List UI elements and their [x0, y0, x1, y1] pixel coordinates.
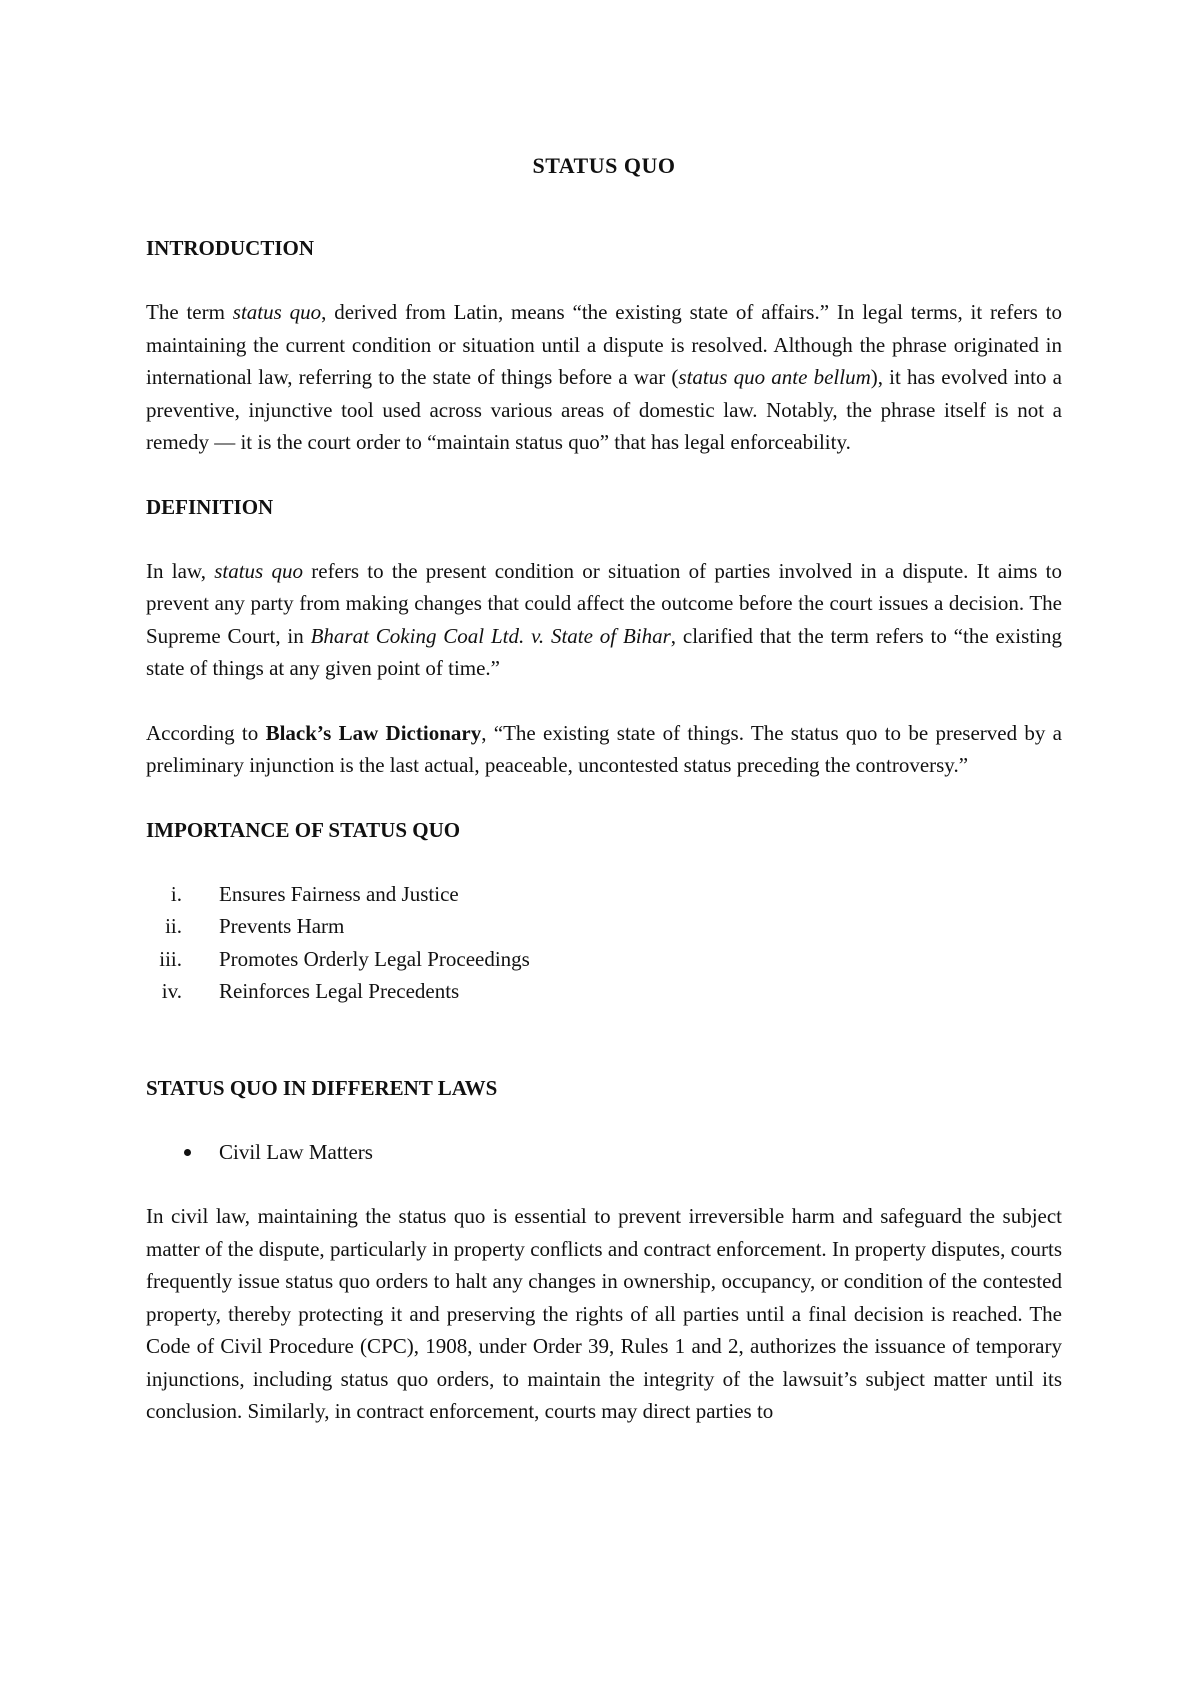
list-item: Civil Law Matters [146, 1136, 1062, 1169]
list-item: iii. Promotes Orderly Legal Proceedings [159, 946, 530, 971]
bullet-icon [184, 1149, 191, 1156]
laws-bullet-list [146, 1136, 1062, 1169]
dictionary-name: Black’s Law Dictionary [265, 720, 482, 745]
different-laws-heading: STATUS QUO IN DIFFERENT LAWS [146, 1075, 498, 1100]
civil-law-paragraph: In civil law, maintaining the status quo is essential to prevent irreversible harm and safeguard the subject matter of the dispute, particularly in property conflicts and contract enforcement. In property disputes, courts frequently issue status quo orders to halt any changes in ownership, occupancy, or condition of the contested property, thereby protecting it and preserving the rights of all parties until a final decision is reached. The Code of Civil Procedure (CPC), 1908, under Order 39, Rules 1 and 2, authorizes the issuance of temporary injunctions, including status quo orders, to maintain the integrity of the lawsuit’s subject matter until its conclusion. Similarly, in contract enforcement, courts may direct parties to [146, 1204, 1062, 1423]
list-item: i. Ensures Fairness and Justice [170, 881, 459, 906]
definition-paragraph: In law, status quo refers to the present condition or situation of parties involved in a dispute. It aims to prevent any party from making changes that could affect the outcome before the court issues a decision. The Supreme Court, in Bharat Coking Coal Ltd. v. State of Bihar, clarified that the term refers to “the existing state of things at any given point of time.” [146, 558, 1063, 680]
introduction-paragraph: The term status quo, derived from Latin, means “the existing state of affairs.” In legal terms, it refers to maintaining the current condition or situation until a dispute is resolved. Although the phrase originated in international law, referring to the state of things before a war (status quo ante bellum), it has evolved into a preventive, injunctive tool used across various areas of domestic law. Notably, the phrase itself is not a remedy — it is the court order to “maintain status quo” that has legal enforceability. [146, 300, 1063, 454]
case-citation: Bharat Coking Coal Ltd. v. State of Bihar [310, 623, 671, 648]
importance-list [146, 878, 1062, 1008]
list-item: iv. Reinforces Legal Precedents [161, 979, 460, 1003]
blacks-law-paragraph: According to Black’s Law Dictionary, “The existing state of things. The status quo to be preserved by a preliminary injunction is the last actual, peaceable, uncontested status preceding the controversy.” [146, 720, 1062, 777]
importance-heading: IMPORTANCE OF STATUS QUO [146, 817, 461, 842]
definition-heading: DEFINITION [146, 494, 274, 519]
document-body [146, 150, 1062, 1460]
list-item: ii. Prevents Harm [165, 914, 345, 938]
page-title: STATUS QUO [532, 153, 676, 178]
introduction-heading: INTRODUCTION [146, 236, 315, 260]
